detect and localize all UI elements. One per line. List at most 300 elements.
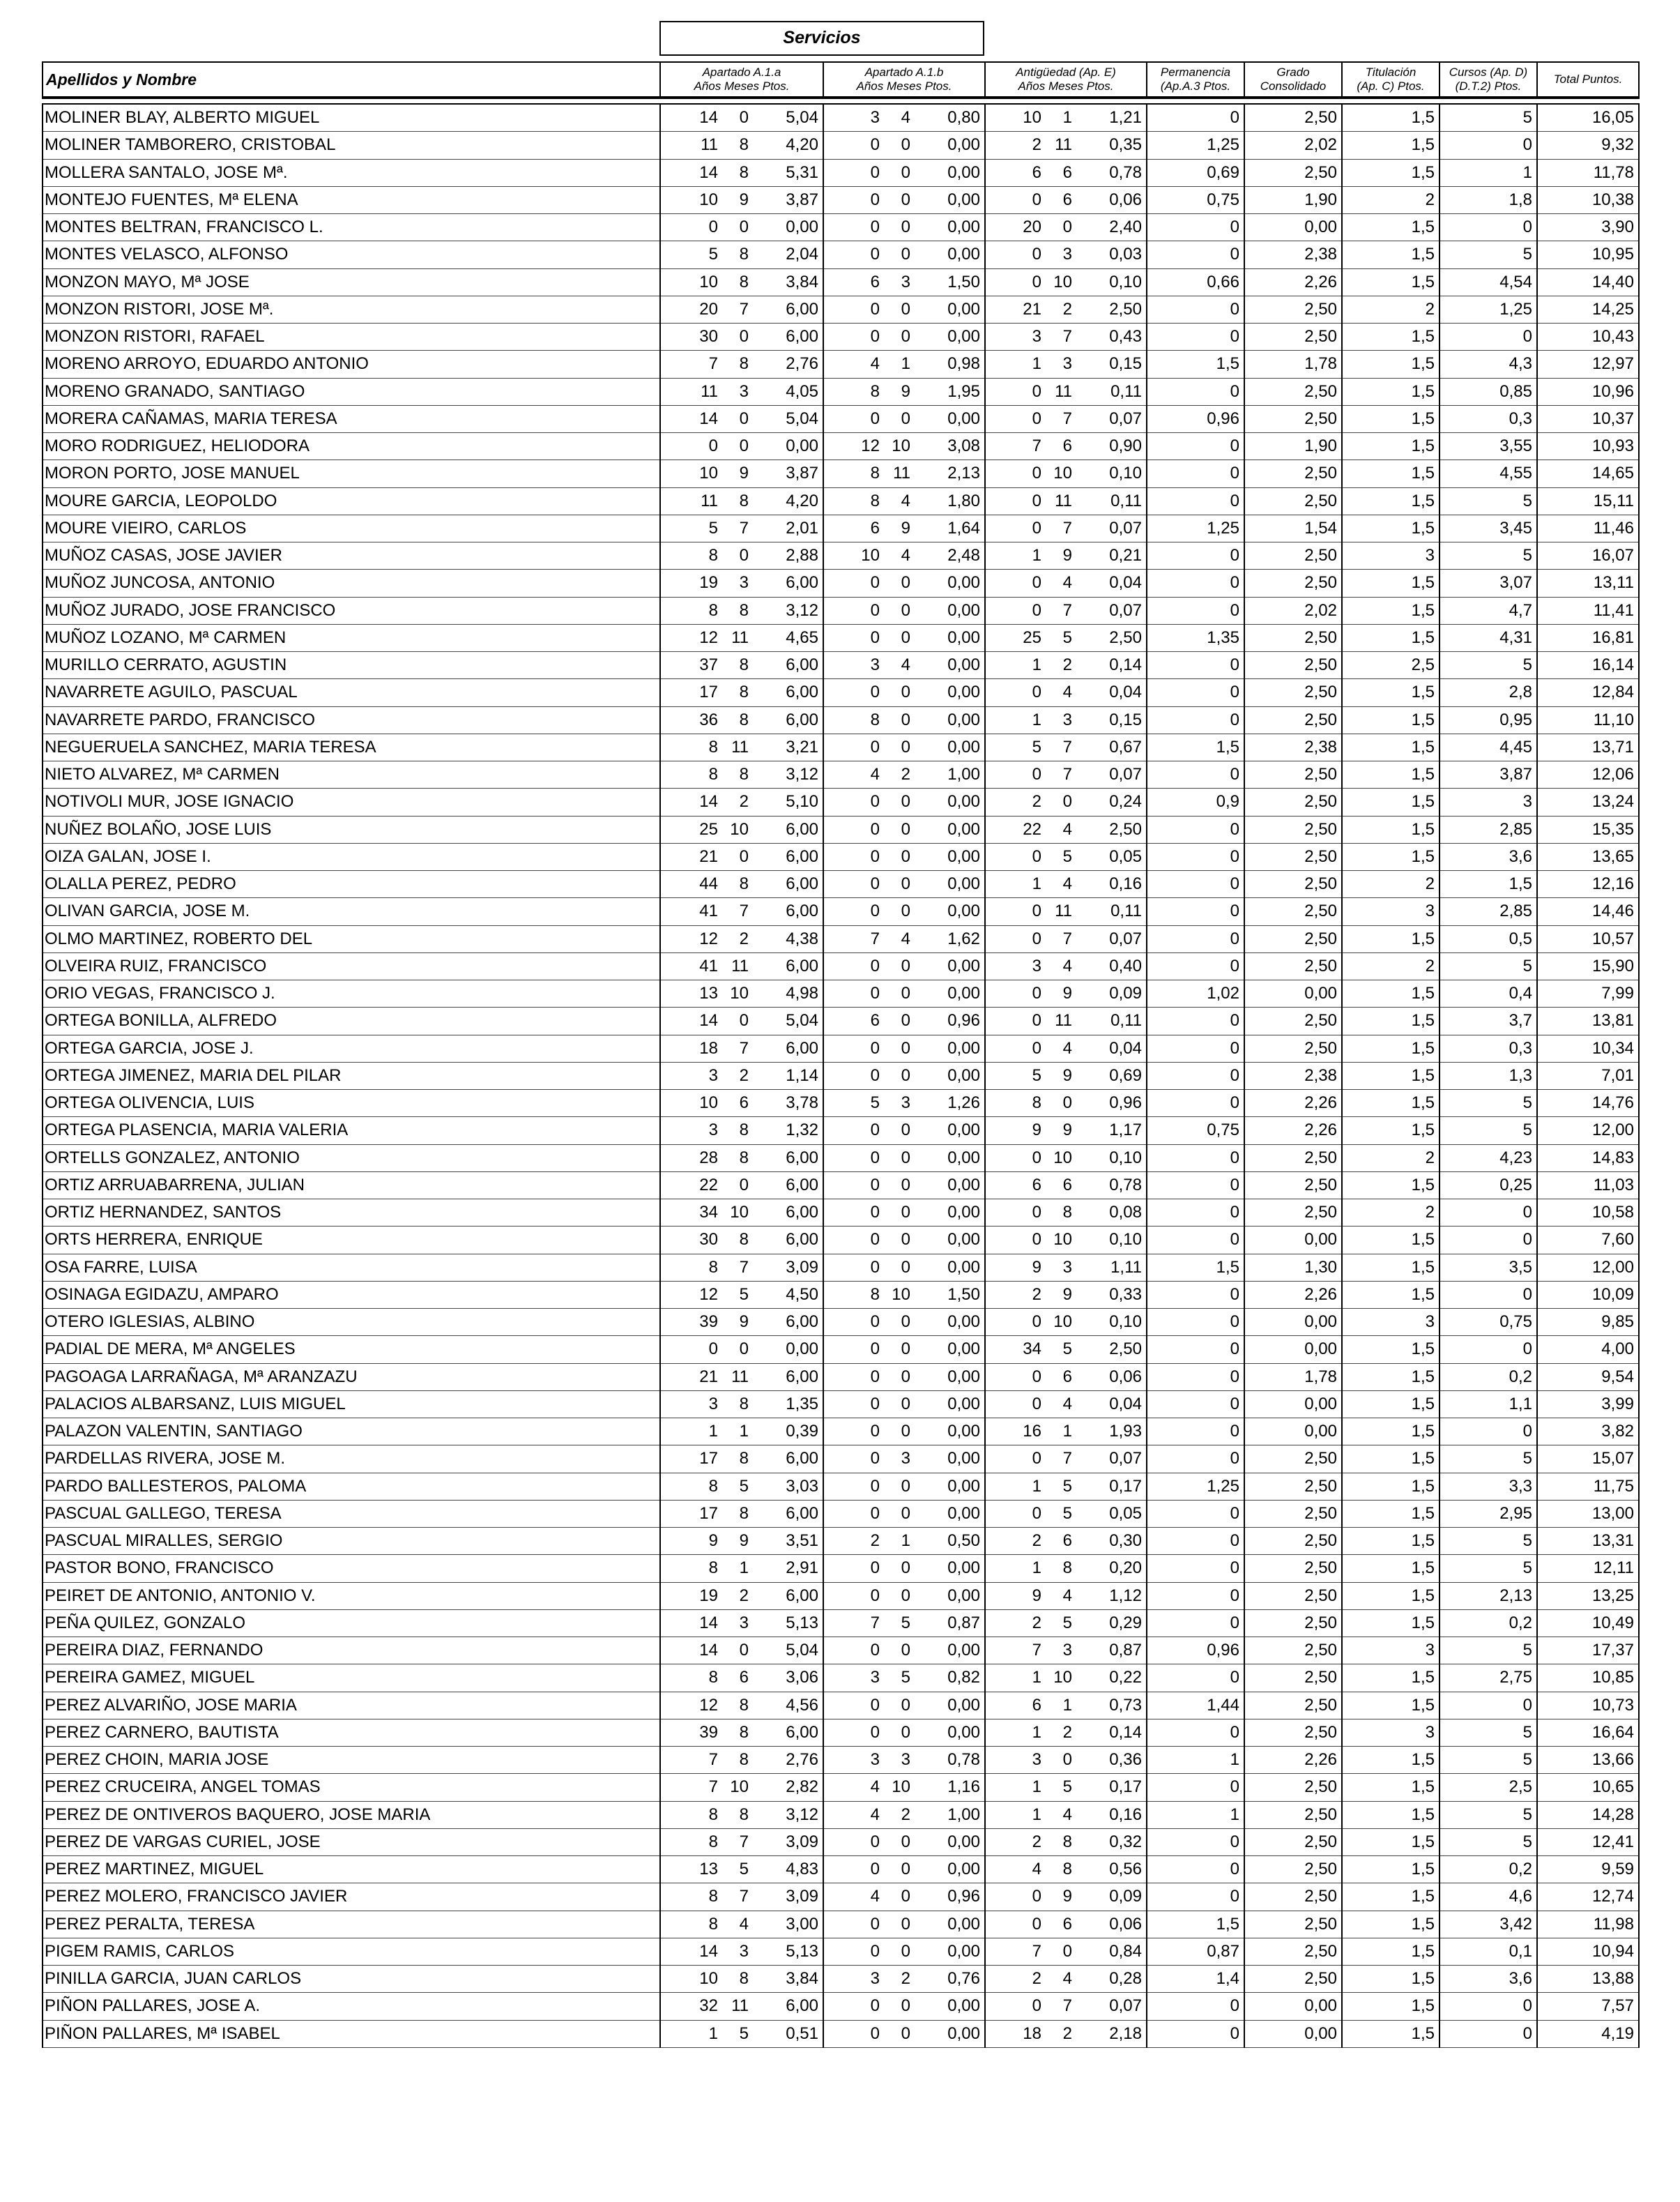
cell-name: PEREZ PERALTA, TERESA: [43, 1911, 660, 1938]
cell-grado: 2,50: [1244, 1911, 1342, 1938]
cell-titulacion: 1,5: [1342, 104, 1440, 132]
cell-a1a-values: [665, 1696, 818, 1715]
years-value: 14: [699, 1941, 718, 1961]
cell-a1a: [660, 1637, 823, 1664]
points-value: 0,00: [786, 436, 818, 456]
cell-antiguedad-values: [990, 1011, 1142, 1031]
cell-grado: 2,50: [1244, 570, 1342, 597]
cell-a1b-values: [828, 984, 980, 1003]
months-value: 11: [731, 956, 749, 975]
years-value: 5: [870, 1093, 880, 1113]
cell-permanencia: 1: [1147, 1801, 1244, 1828]
points-value: 6,00: [786, 956, 818, 975]
months-value: 7: [1062, 600, 1072, 620]
cell-antiguedad: [985, 952, 1147, 980]
cell-a1b-values: [828, 163, 980, 183]
cell-permanencia: 0: [1147, 1171, 1244, 1199]
cell-a1b-values: [828, 1148, 980, 1168]
cell-a1a: [660, 1500, 823, 1527]
years-value: 1: [1032, 874, 1041, 894]
cell-a1b: [823, 597, 985, 624]
cell-total: 15,90: [1537, 952, 1639, 980]
cell-antiguedad: [985, 816, 1147, 843]
months-value: 0: [901, 1832, 910, 1851]
points-value: 0,35: [1109, 135, 1142, 155]
cell-a1b-values: [828, 2024, 980, 2044]
cell-a1a: [660, 542, 823, 570]
months-value: 3: [739, 573, 749, 593]
cell-a1b: [823, 1281, 985, 1308]
cell-a1a: [660, 706, 823, 734]
cell-total: 12,16: [1537, 871, 1639, 898]
cell-grado: 2,50: [1244, 1144, 1342, 1171]
points-value: 6,00: [786, 902, 818, 921]
cell-a1a: [660, 570, 823, 597]
cell-permanencia: 0,69: [1147, 159, 1244, 186]
cell-a1a-values: [665, 957, 818, 976]
months-value: 9: [739, 464, 749, 483]
cell-a1a-values: [665, 135, 818, 155]
months-value: 1: [1062, 1422, 1072, 1441]
cell-name: PEREZ DE VARGAS CURIEL, JOSE: [43, 1828, 660, 1855]
cell-a1b-values: [828, 874, 980, 894]
cell-titulacion: 1,5: [1342, 1254, 1440, 1281]
years-value: 0: [870, 1941, 880, 1961]
months-value: 0: [1062, 1941, 1072, 1961]
cell-permanencia: 0: [1147, 925, 1244, 952]
months-value: 10: [730, 819, 749, 839]
cell-antiguedad: [985, 1993, 1147, 2020]
months-value: 0: [901, 1312, 910, 1332]
cell-antiguedad-values: [990, 628, 1142, 648]
months-value: 7: [739, 902, 749, 921]
cell-a1b: [823, 1199, 985, 1227]
points-value: 0,96: [1109, 1093, 1142, 1113]
cell-grado: 2,50: [1244, 706, 1342, 734]
points-value: 1,12: [1109, 1586, 1142, 1605]
months-value: 0: [739, 409, 749, 428]
cell-titulacion: 1,5: [1342, 1528, 1440, 1555]
points-value: 5,04: [786, 409, 818, 428]
table-row: [43, 132, 1639, 159]
cell-a1b: [823, 1911, 985, 1938]
cell-permanencia: 1,5: [1147, 1911, 1244, 1938]
years-value: 0: [1032, 464, 1041, 483]
years-value: 22: [1023, 819, 1041, 839]
cell-name: NAVARRETE PARDO, FRANCISCO: [43, 706, 660, 734]
cell-antiguedad: [985, 378, 1147, 405]
years-value: 7: [1032, 1641, 1041, 1660]
cell-a1a: [660, 1856, 823, 1883]
years-value: 11: [701, 491, 718, 510]
cell-antiguedad: [985, 679, 1147, 706]
years-value: 1: [1032, 1668, 1041, 1687]
cell-grado: 0,00: [1244, 214, 1342, 241]
years-value: 7: [708, 1777, 718, 1797]
years-value: 3: [708, 1121, 718, 1140]
cell-a1a-values: [665, 1258, 818, 1277]
cell-total: 12,84: [1537, 679, 1639, 706]
cell-cursos: 1,1: [1440, 1390, 1537, 1418]
cell-permanencia: 1,35: [1147, 624, 1244, 651]
years-value: 1: [1032, 1805, 1041, 1824]
years-value: 8: [870, 710, 880, 729]
points-value: 3,84: [786, 1969, 818, 1989]
years-value: 0: [1032, 683, 1041, 702]
years-value: 0: [870, 245, 880, 264]
cell-cursos: 1,5: [1440, 871, 1537, 898]
months-value: 9: [1062, 1121, 1072, 1140]
cell-antiguedad-values: [990, 464, 1142, 483]
years-value: 0: [1032, 1914, 1041, 1934]
cell-antiguedad: [985, 1883, 1147, 1911]
cell-titulacion: 1,5: [1342, 1336, 1440, 1363]
cell-a1a: [660, 324, 823, 351]
months-value: 0: [901, 1011, 910, 1031]
months-value: 7: [1062, 765, 1072, 784]
years-value: 0: [870, 327, 880, 347]
years-value: 0: [1032, 1996, 1041, 2016]
points-value: 0,15: [1109, 354, 1142, 374]
years-value: 28: [699, 1148, 718, 1167]
cell-antiguedad: [985, 1500, 1147, 1527]
cell-a1b: [823, 515, 985, 542]
cell-a1a: [660, 241, 823, 268]
years-value: 3: [870, 1750, 880, 1770]
cell-antiguedad: [985, 898, 1147, 925]
cell-total: 13,71: [1537, 734, 1639, 761]
cell-antiguedad: [985, 351, 1147, 378]
cell-a1a-values: [665, 190, 818, 210]
years-value: 0: [870, 218, 880, 237]
cell-grado: 2,38: [1244, 734, 1342, 761]
points-value: 0,09: [1109, 1887, 1142, 1906]
points-value: 2,50: [1109, 628, 1142, 647]
cell-a1b-values: [828, 738, 980, 757]
table-row: [43, 1008, 1639, 1035]
cell-name: PADIAL DE MERA, Mª ANGELES: [43, 1336, 660, 1363]
cell-permanencia: 0: [1147, 1582, 1244, 1609]
points-value: 6,00: [786, 1312, 818, 1332]
cell-titulacion: 1,5: [1342, 1555, 1440, 1582]
cell-name: ORTEGA GARCIA, JOSE J.: [43, 1035, 660, 1062]
cell-a1b: [823, 898, 985, 925]
months-value: 0: [901, 1339, 910, 1359]
years-value: 0: [708, 218, 718, 237]
cell-antiguedad: [985, 925, 1147, 952]
months-value: 10: [1053, 272, 1072, 291]
cell-a1b-values: [828, 1750, 980, 1770]
months-value: 7: [739, 1038, 749, 1058]
cell-grado: 2,50: [1244, 1692, 1342, 1719]
points-value: 3,08: [947, 436, 980, 456]
years-value: 0: [1032, 409, 1041, 428]
months-value: 6: [1062, 1367, 1072, 1386]
years-value: 25: [699, 819, 718, 839]
cell-antiguedad: [985, 1309, 1147, 1336]
table-row: [43, 1281, 1639, 1308]
points-value: 0,00: [947, 1257, 980, 1277]
months-value: 3: [901, 1093, 910, 1113]
cell-permanencia: 1,5: [1147, 734, 1244, 761]
cell-total: 10,65: [1537, 1774, 1639, 1801]
years-value: 34: [1023, 1339, 1041, 1359]
cell-a1b-values: [828, 382, 980, 402]
cell-antiguedad-values: [990, 683, 1142, 702]
months-value: 4: [901, 491, 910, 510]
cell-a1b-values: [828, 792, 980, 812]
cell-a1a: [660, 460, 823, 487]
cell-a1b: [823, 1719, 985, 1746]
points-value: 0,00: [947, 1312, 980, 1332]
cell-a1b: [823, 1144, 985, 1171]
points-value: 1,50: [947, 1284, 980, 1304]
cell-name: ORTIZ ARRUABARRENA, JULIAN: [43, 1171, 660, 1199]
cell-a1b-values: [828, 1477, 980, 1496]
cell-a1a: [660, 679, 823, 706]
years-value: 39: [699, 1722, 718, 1742]
cell-cursos: 5: [1440, 1445, 1537, 1473]
cell-a1b-values: [828, 1395, 980, 1414]
months-value: 10: [1053, 1148, 1072, 1167]
cell-antiguedad: [985, 570, 1147, 597]
years-value: 14: [699, 108, 718, 128]
cell-a1b: [823, 324, 985, 351]
cell-titulacion: 1,5: [1342, 1035, 1440, 1062]
cell-total: 12,00: [1537, 1254, 1639, 1281]
cell-a1b: [823, 268, 985, 296]
cell-cursos: 5: [1440, 1801, 1537, 1828]
cell-name: MOURE VIEIRO, CARLOS: [43, 515, 660, 542]
months-value: 3: [901, 1449, 910, 1468]
cell-name: PALAZON VALENTIN, SANTIAGO: [43, 1418, 660, 1445]
years-value: 22: [699, 1175, 718, 1194]
cell-total: 4,19: [1537, 2020, 1639, 2047]
cell-a1b: [823, 1528, 985, 1555]
cell-titulacion: 1,5: [1342, 1500, 1440, 1527]
cell-titulacion: 1,5: [1342, 980, 1440, 1008]
cell-antiguedad: [985, 433, 1147, 460]
cell-antiguedad: [985, 1582, 1147, 1609]
cell-a1a: [660, 1254, 823, 1281]
cell-a1a-values: [665, 902, 818, 921]
cell-antiguedad: [985, 241, 1147, 268]
cell-permanencia: 0: [1147, 1090, 1244, 1117]
years-value: 0: [1032, 1203, 1041, 1222]
points-value: 0,29: [1109, 1613, 1142, 1632]
years-value: 0: [870, 2023, 880, 2043]
cell-grado: 2,26: [1244, 268, 1342, 296]
cell-a1b-values: [828, 135, 980, 155]
cell-a1a-values: [665, 1176, 818, 1195]
table-row: [43, 1801, 1639, 1828]
cell-a1b: [823, 1254, 985, 1281]
cell-a1b-values: [828, 1696, 980, 1715]
points-value: 0,07: [1109, 765, 1142, 784]
cell-permanencia: 0: [1147, 1227, 1244, 1254]
months-value: 2: [901, 1805, 910, 1824]
cell-a1a: [660, 296, 823, 323]
cell-permanencia: 0: [1147, 487, 1244, 515]
cell-titulacion: 1,5: [1342, 214, 1440, 241]
months-value: 7: [739, 299, 749, 319]
cell-a1b: [823, 2020, 985, 2047]
cell-a1a-values: [665, 1039, 818, 1058]
cell-titulacion: 1,5: [1342, 1774, 1440, 1801]
cell-a1b: [823, 679, 985, 706]
points-value: 0,00: [947, 710, 980, 729]
months-value: 7: [1062, 1996, 1072, 2016]
cell-a1b: [823, 351, 985, 378]
months-value: 8: [1062, 1203, 1072, 1222]
cell-grado: 2,50: [1244, 1828, 1342, 1855]
cell-a1b: [823, 1747, 985, 1774]
cell-antiguedad-values: [990, 1367, 1142, 1387]
years-value: 7: [1032, 436, 1041, 456]
cell-a1b: [823, 378, 985, 405]
months-value: 5: [739, 1860, 749, 1879]
cell-cursos: 5: [1440, 652, 1537, 679]
cell-grado: 2,50: [1244, 789, 1342, 816]
cell-permanencia: 1,25: [1147, 515, 1244, 542]
cell-total: 10,95: [1537, 241, 1639, 268]
years-value: 4: [870, 1887, 880, 1906]
cell-a1a-values: [665, 1011, 818, 1031]
cell-a1a-values: [665, 929, 818, 949]
points-value: 0,14: [1109, 655, 1142, 675]
points-value: 0,00: [947, 1586, 980, 1605]
cell-permanencia: 1,44: [1147, 1692, 1244, 1719]
months-value: 4: [739, 1914, 749, 1934]
years-value: 32: [699, 1996, 718, 2016]
cell-cursos: 5: [1440, 952, 1537, 980]
cell-total: 12,11: [1537, 1555, 1639, 1582]
years-value: 11: [701, 381, 718, 401]
table-row: [43, 1664, 1639, 1692]
cell-a1a-values: [665, 874, 818, 894]
cell-a1a-values: [665, 1504, 818, 1524]
months-value: 4: [901, 546, 910, 565]
points-value: 6,00: [786, 655, 818, 675]
cell-total: 15,35: [1537, 816, 1639, 843]
cell-total: 14,76: [1537, 1090, 1639, 1117]
cell-a1b: [823, 1445, 985, 1473]
points-value: 0,00: [947, 327, 980, 347]
points-value: 0,00: [947, 1394, 980, 1413]
cell-cursos: 3,55: [1440, 433, 1537, 460]
points-value: 0,17: [1109, 1476, 1142, 1496]
cell-a1a: [660, 734, 823, 761]
years-value: 1: [1032, 1722, 1041, 1742]
months-value: 2: [1062, 2023, 1072, 2043]
years-value: 0: [870, 162, 880, 182]
cell-cursos: 2,85: [1440, 816, 1537, 843]
points-value: 4,83: [786, 1860, 818, 1879]
cell-total: 14,40: [1537, 268, 1639, 296]
years-value: 0: [870, 1996, 880, 2016]
cell-antiguedad-values: [990, 1477, 1142, 1496]
points-value: 0,24: [1109, 792, 1142, 812]
years-value: 19: [699, 1586, 718, 1605]
years-value: 0: [870, 683, 880, 702]
cell-a1a-values: [665, 1422, 818, 1441]
cell-a1a-values: [665, 218, 818, 237]
cell-a1a-values: [665, 1203, 818, 1222]
cell-cursos: 3,87: [1440, 761, 1537, 789]
cell-antiguedad-values: [990, 1176, 1142, 1195]
cell-a1b: [823, 1309, 985, 1336]
cell-cursos: 2,13: [1440, 1582, 1537, 1609]
cell-cursos: 4,7: [1440, 597, 1537, 624]
cell-cursos: 5: [1440, 487, 1537, 515]
table-row: [43, 1227, 1639, 1254]
table-row: [43, 1856, 1639, 1883]
cell-permanencia: 0: [1147, 1609, 1244, 1637]
cell-a1b: [823, 1171, 985, 1199]
months-value: 0: [901, 327, 910, 347]
cell-a1a: [660, 1418, 823, 1445]
years-value: 1: [1032, 1777, 1041, 1797]
points-value: 0,00: [947, 984, 980, 1003]
points-value: 0,07: [1109, 1449, 1142, 1468]
table-row: [43, 1609, 1639, 1637]
table-row: [43, 378, 1639, 405]
points-value: 0,00: [947, 1914, 980, 1934]
months-value: 4: [1062, 956, 1072, 975]
cell-permanencia: 0: [1147, 652, 1244, 679]
points-value: 0,04: [1109, 683, 1142, 702]
years-value: 0: [1032, 984, 1041, 1003]
years-value: 0: [1032, 1312, 1041, 1332]
table-row: [43, 1938, 1639, 1965]
points-value: 0,05: [1109, 1503, 1142, 1523]
cell-a1b: [823, 1090, 985, 1117]
cell-name: OTERO IGLESIAS, ALBINO: [43, 1309, 660, 1336]
months-value: 3: [1062, 354, 1072, 374]
cell-a1a-values: [665, 1312, 818, 1332]
points-value: 0,07: [1109, 929, 1142, 948]
cell-grado: 2,38: [1244, 241, 1342, 268]
years-value: 0: [870, 984, 880, 1003]
cell-a1b: [823, 706, 985, 734]
cell-antiguedad-values: [990, 820, 1142, 840]
years-value: 0: [1032, 600, 1041, 620]
cell-permanencia: 0: [1147, 706, 1244, 734]
years-value: 7: [870, 929, 880, 948]
cell-antiguedad: [985, 405, 1147, 432]
cell-a1b-values: [828, 300, 980, 319]
cell-cursos: 1,3: [1440, 1062, 1537, 1089]
months-value: 8: [739, 1449, 749, 1468]
cell-a1a-values: [665, 546, 818, 565]
cell-a1a-values: [665, 273, 818, 292]
cell-a1a-values: [665, 436, 818, 456]
months-value: 0: [1062, 792, 1072, 812]
cell-permanencia: 0: [1147, 1774, 1244, 1801]
cell-name: PEREIRA DIAZ, FERNANDO: [43, 1637, 660, 1664]
points-value: 0,90: [1109, 436, 1142, 456]
cell-titulacion: 1,5: [1342, 789, 1440, 816]
cell-a1a: [660, 597, 823, 624]
cell-a1b: [823, 1336, 985, 1363]
years-value: 0: [870, 135, 880, 155]
cell-grado: 2,50: [1244, 1774, 1342, 1801]
points-value: 0,33: [1109, 1284, 1142, 1304]
cell-cursos: 0: [1440, 1227, 1537, 1254]
cell-a1a: [660, 1692, 823, 1719]
points-value: 6,00: [786, 874, 818, 894]
table-row: [43, 1336, 1639, 1363]
